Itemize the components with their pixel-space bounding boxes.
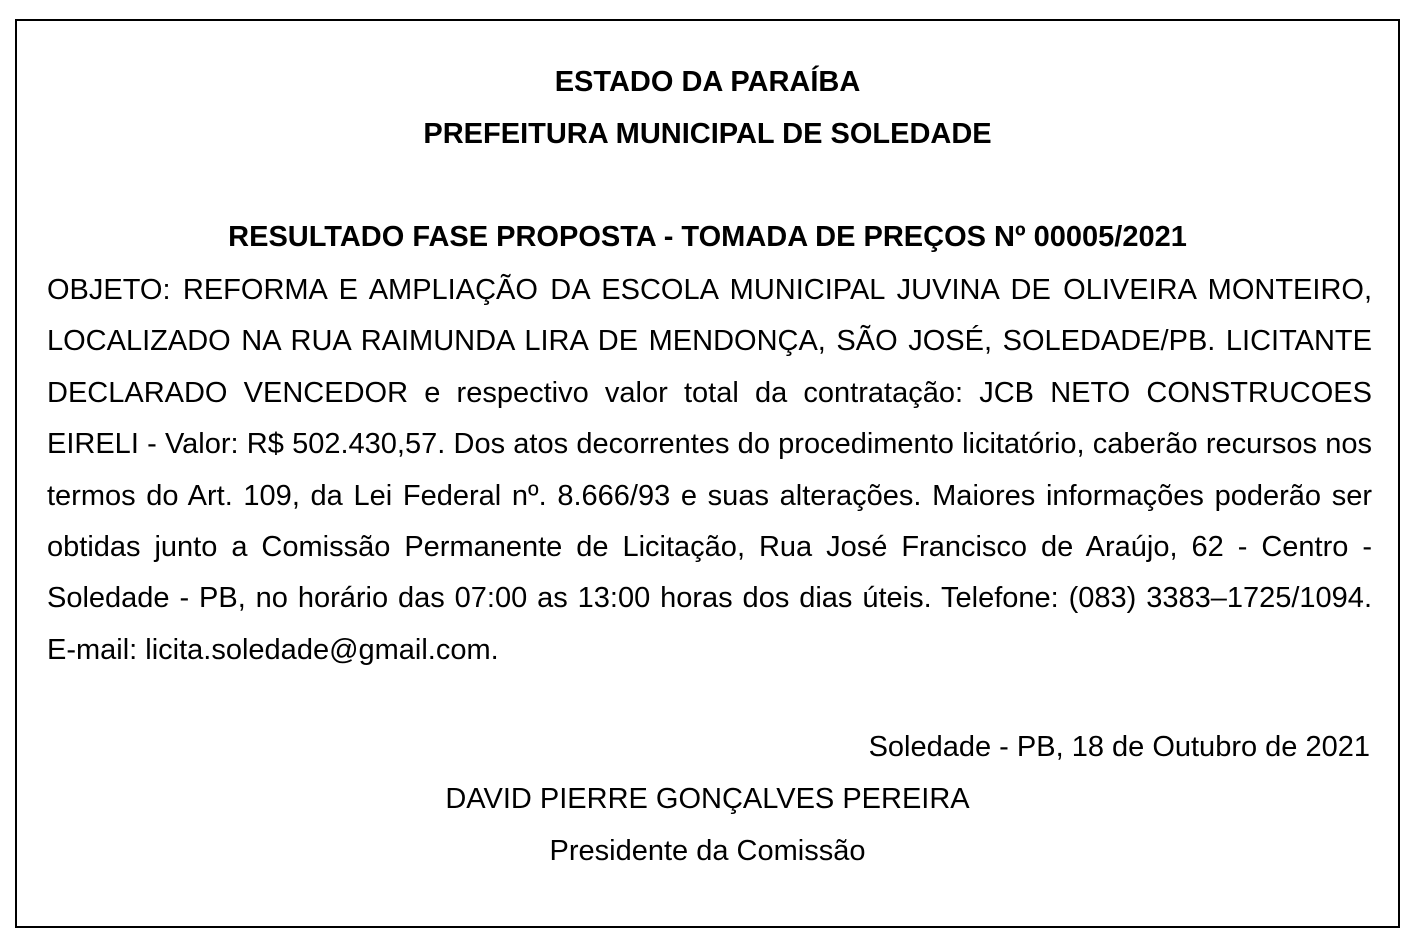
signatory-role: Presidente da Comissão: [549, 835, 866, 867]
state-heading: ESTADO DA PARAÍBA: [554, 66, 861, 98]
notice-title: RESULTADO FASE PROPOSTA - TOMADA DE PREÇOS Nº 00005/2021: [228, 221, 1187, 253]
signatory-name: DAVID PIERRE GONÇALVES PEREIRA: [445, 783, 970, 815]
notice-body: OBJETO: REFORMA E AMPLIAÇÃO DA ESCOLA MUNICIPAL JUVINA DE OLIVEIRA MONTEIRO, LOCALIZADO NA RUA RAIMUNDA LIRA DE MENDONÇA, SÃO JOSÉ, SOLEDADE/PB. LICITANTE DECLARADO VENCEDOR e respectivo valor total da contratação: JCB NETO CONSTRUCOES EIRELI - Valor: R$ 502.430,57. Dos atos decorrentes do procedimento licitatório, caberão recursos nos termos do Art. 109, da Lei Federal nº. 8.666/93 e suas alterações. Maiores informações poderão ser obtidas junto a Comissão Permanente de Licitação, Rua José Francisco de Araújo, 62 - Centro - Soledade - PB, no horário das 07:00 as 13:00 horas dos dias úteis. Telefone: (083) 3383–1725/1094. E-mail: licita.soledade@gmail.com.: [47, 274, 1372, 666]
notice-frame: [15, 19, 1400, 928]
municipality-heading: PREFEITURA MUNICIPAL DE SOLEDADE: [423, 118, 992, 150]
place-date: Soledade - PB, 18 de Outubro de 2021: [868, 731, 1370, 763]
